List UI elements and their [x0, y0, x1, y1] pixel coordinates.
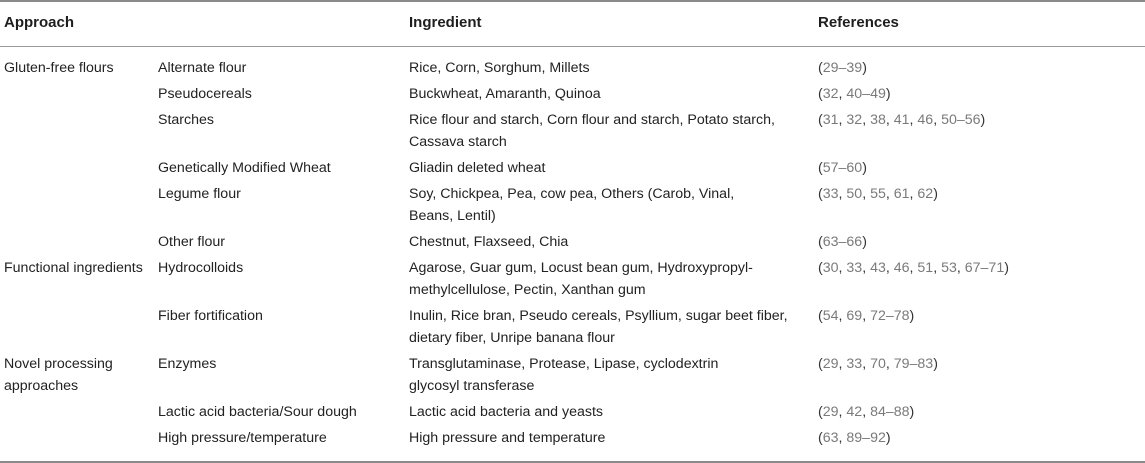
group-label-novel-processing: Novel processing approaches [4, 356, 113, 394]
reference-punctuation: , [909, 260, 918, 276]
reference-punctuation: , [862, 186, 871, 202]
row-references [818, 353, 938, 375]
row-sub-label: Hydrocolloids [158, 260, 244, 276]
row-ingredient: Soy, Chickpea, Pea, cow pea, Others (Carob, Vinal, Beans, Lentil) [409, 186, 735, 224]
reference-link[interactable]: 54 [822, 308, 839, 324]
reference-link[interactable]: 29–39 [822, 60, 863, 76]
row-ingredient: Transglutaminase, Protease, Lipase, cyclodextrin glycosyl transferase [409, 356, 719, 394]
reference-link[interactable]: 46 [893, 260, 910, 276]
reference-punctuation: ) [885, 430, 891, 446]
reference-punctuation: ) [933, 356, 938, 372]
row-ingredient: Inulin, Rice bran, Pseudo cereals, Psyllium, sugar beet fiber, dietary fiber, Unripe banana flour [409, 308, 788, 346]
reference-link[interactable]: 89–92 [846, 430, 886, 446]
reference-link[interactable]: 41 [893, 112, 910, 128]
header-rule [0, 46, 1145, 47]
reference-punctuation: ( [818, 260, 823, 276]
reference-link[interactable]: 79–83 [893, 356, 934, 372]
row-references [818, 57, 867, 79]
row-references [818, 231, 867, 253]
row-ingredient: Rice flour and starch, Corn flour and starch, Potato starch, Cassava starch [409, 112, 775, 150]
row-sub-label: Enzymes [158, 356, 217, 372]
reference-punctuation: , [909, 112, 918, 128]
row-ingredient: High pressure and temperature [409, 430, 606, 446]
row-sub-label: Lactic acid bacteria/Sour dough [158, 404, 357, 420]
reference-link[interactable]: 46 [917, 112, 934, 128]
row-ingredient: Rice, Corn, Sorghum, Millets [409, 60, 590, 76]
reference-link[interactable]: 50 [846, 186, 863, 202]
reference-punctuation: , [838, 356, 847, 372]
reference-link[interactable]: 33 [846, 260, 863, 276]
reference-punctuation: ) [980, 112, 986, 128]
reference-punctuation: , [838, 186, 847, 202]
reference-punctuation: ) [862, 60, 867, 76]
reference-punctuation: ( [818, 60, 823, 76]
reference-punctuation: ( [818, 186, 823, 202]
reference-punctuation: ( [818, 404, 823, 420]
row-references [818, 157, 867, 179]
reference-punctuation: , [862, 112, 871, 128]
row-sub-label: Legume flour [158, 186, 241, 202]
reference-punctuation: ( [818, 112, 823, 128]
reference-link[interactable]: 53 [941, 260, 957, 276]
reference-punctuation: ( [818, 234, 823, 250]
reference-link[interactable]: 38 [870, 112, 886, 128]
row-ingredient: Buckwheat, Amaranth, Quinoa [409, 86, 601, 102]
table-top-rule [0, 0, 1145, 2]
reference-punctuation: , [838, 112, 847, 128]
reference-link[interactable]: 31 [822, 112, 839, 128]
row-sub-label: Pseudocereals [158, 86, 252, 102]
reference-punctuation: , [885, 260, 894, 276]
reference-link[interactable]: 33 [846, 356, 863, 372]
row-sub-label: High pressure/temperature [158, 430, 327, 446]
reference-link[interactable]: 84–88 [870, 404, 910, 420]
reference-link[interactable]: 29 [822, 356, 839, 372]
reference-link[interactable]: 69 [846, 308, 863, 324]
reference-punctuation: ( [818, 160, 823, 176]
group-label-gluten-free-flours: Gluten-free flours [4, 60, 114, 76]
table-bottom-rule [0, 461, 1145, 463]
reference-punctuation: ) [933, 186, 938, 202]
reference-link[interactable]: 63–66 [822, 234, 863, 250]
reference-link[interactable]: 43 [870, 260, 886, 276]
reference-link[interactable]: 70 [870, 356, 886, 372]
reference-punctuation: , [909, 186, 918, 202]
reference-link[interactable]: 50–56 [941, 112, 981, 128]
row-references [818, 427, 891, 449]
row-references [818, 401, 914, 423]
header-references: References [818, 14, 899, 31]
reference-punctuation: , [885, 356, 894, 372]
header-ingredient: Ingredient [409, 14, 482, 31]
row-sub-label: Starches [158, 112, 214, 128]
reference-link[interactable]: 42 [846, 404, 863, 420]
reference-link[interactable]: 51 [917, 260, 934, 276]
reference-punctuation: , [862, 356, 871, 372]
group-label-functional-ingredients: Functional ingredients [4, 260, 143, 276]
row-references [818, 257, 1009, 279]
row-ingredient: Agarose, Guar gum, Locust bean gum, Hydroxypropyl-methylcellulose, Pectin, Xanthan gum [409, 260, 753, 298]
row-sub-label: Genetically Modified Wheat [158, 160, 331, 176]
row-sub-label: Alternate flour [158, 60, 247, 76]
header-approach: Approach [4, 14, 75, 31]
reference-punctuation: ) [909, 308, 915, 324]
reference-punctuation: ) [909, 404, 915, 420]
row-references [818, 109, 985, 131]
reference-link[interactable]: 67–71 [964, 260, 1005, 276]
reference-punctuation: ) [862, 234, 867, 250]
reference-link[interactable]: 29 [822, 404, 839, 420]
reference-punctuation: ( [818, 86, 823, 102]
reference-punctuation: , [862, 308, 871, 324]
reference-punctuation: , [862, 404, 871, 420]
reference-punctuation: , [838, 86, 847, 102]
reference-punctuation: , [838, 430, 847, 446]
reference-punctuation: , [885, 186, 894, 202]
reference-punctuation: , [956, 260, 965, 276]
reference-punctuation: , [838, 404, 847, 420]
reference-link[interactable]: 63 [822, 430, 839, 446]
reference-link[interactable]: 61 [893, 186, 910, 202]
reference-link[interactable]: 62 [917, 186, 934, 202]
reference-punctuation: , [885, 112, 894, 128]
reference-punctuation: ) [862, 160, 867, 176]
reference-punctuation: , [838, 260, 847, 276]
reference-punctuation: ( [818, 308, 823, 324]
reference-link[interactable]: 57–60 [822, 160, 863, 176]
row-ingredient: Chestnut, Flaxseed, Chia [409, 234, 569, 250]
row-sub-label: Other flour [158, 234, 226, 250]
reference-punctuation: ( [818, 430, 823, 446]
reference-punctuation: ( [818, 356, 823, 372]
reference-punctuation: , [933, 260, 942, 276]
reference-punctuation: , [838, 308, 847, 324]
row-references [818, 83, 891, 105]
row-ingredient: Lactic acid bacteria and yeasts [409, 404, 604, 420]
row-references [818, 183, 938, 205]
reference-punctuation: ) [1004, 260, 1009, 276]
reference-link[interactable]: 72–78 [870, 308, 910, 324]
reference-punctuation: , [862, 260, 871, 276]
row-ingredient: Gliadin deleted wheat [409, 160, 546, 176]
row-sub-label: Fiber fortification [158, 308, 263, 324]
reference-link[interactable]: 55 [870, 186, 886, 202]
reference-punctuation: ) [885, 86, 891, 102]
reference-punctuation: , [933, 112, 942, 128]
reference-link[interactable]: 33 [822, 186, 839, 202]
reference-link[interactable]: 40–49 [846, 86, 886, 102]
reference-link[interactable]: 32 [822, 86, 839, 102]
row-references [818, 305, 914, 327]
reference-link[interactable]: 32 [846, 112, 863, 128]
reference-link[interactable]: 30 [822, 260, 839, 276]
